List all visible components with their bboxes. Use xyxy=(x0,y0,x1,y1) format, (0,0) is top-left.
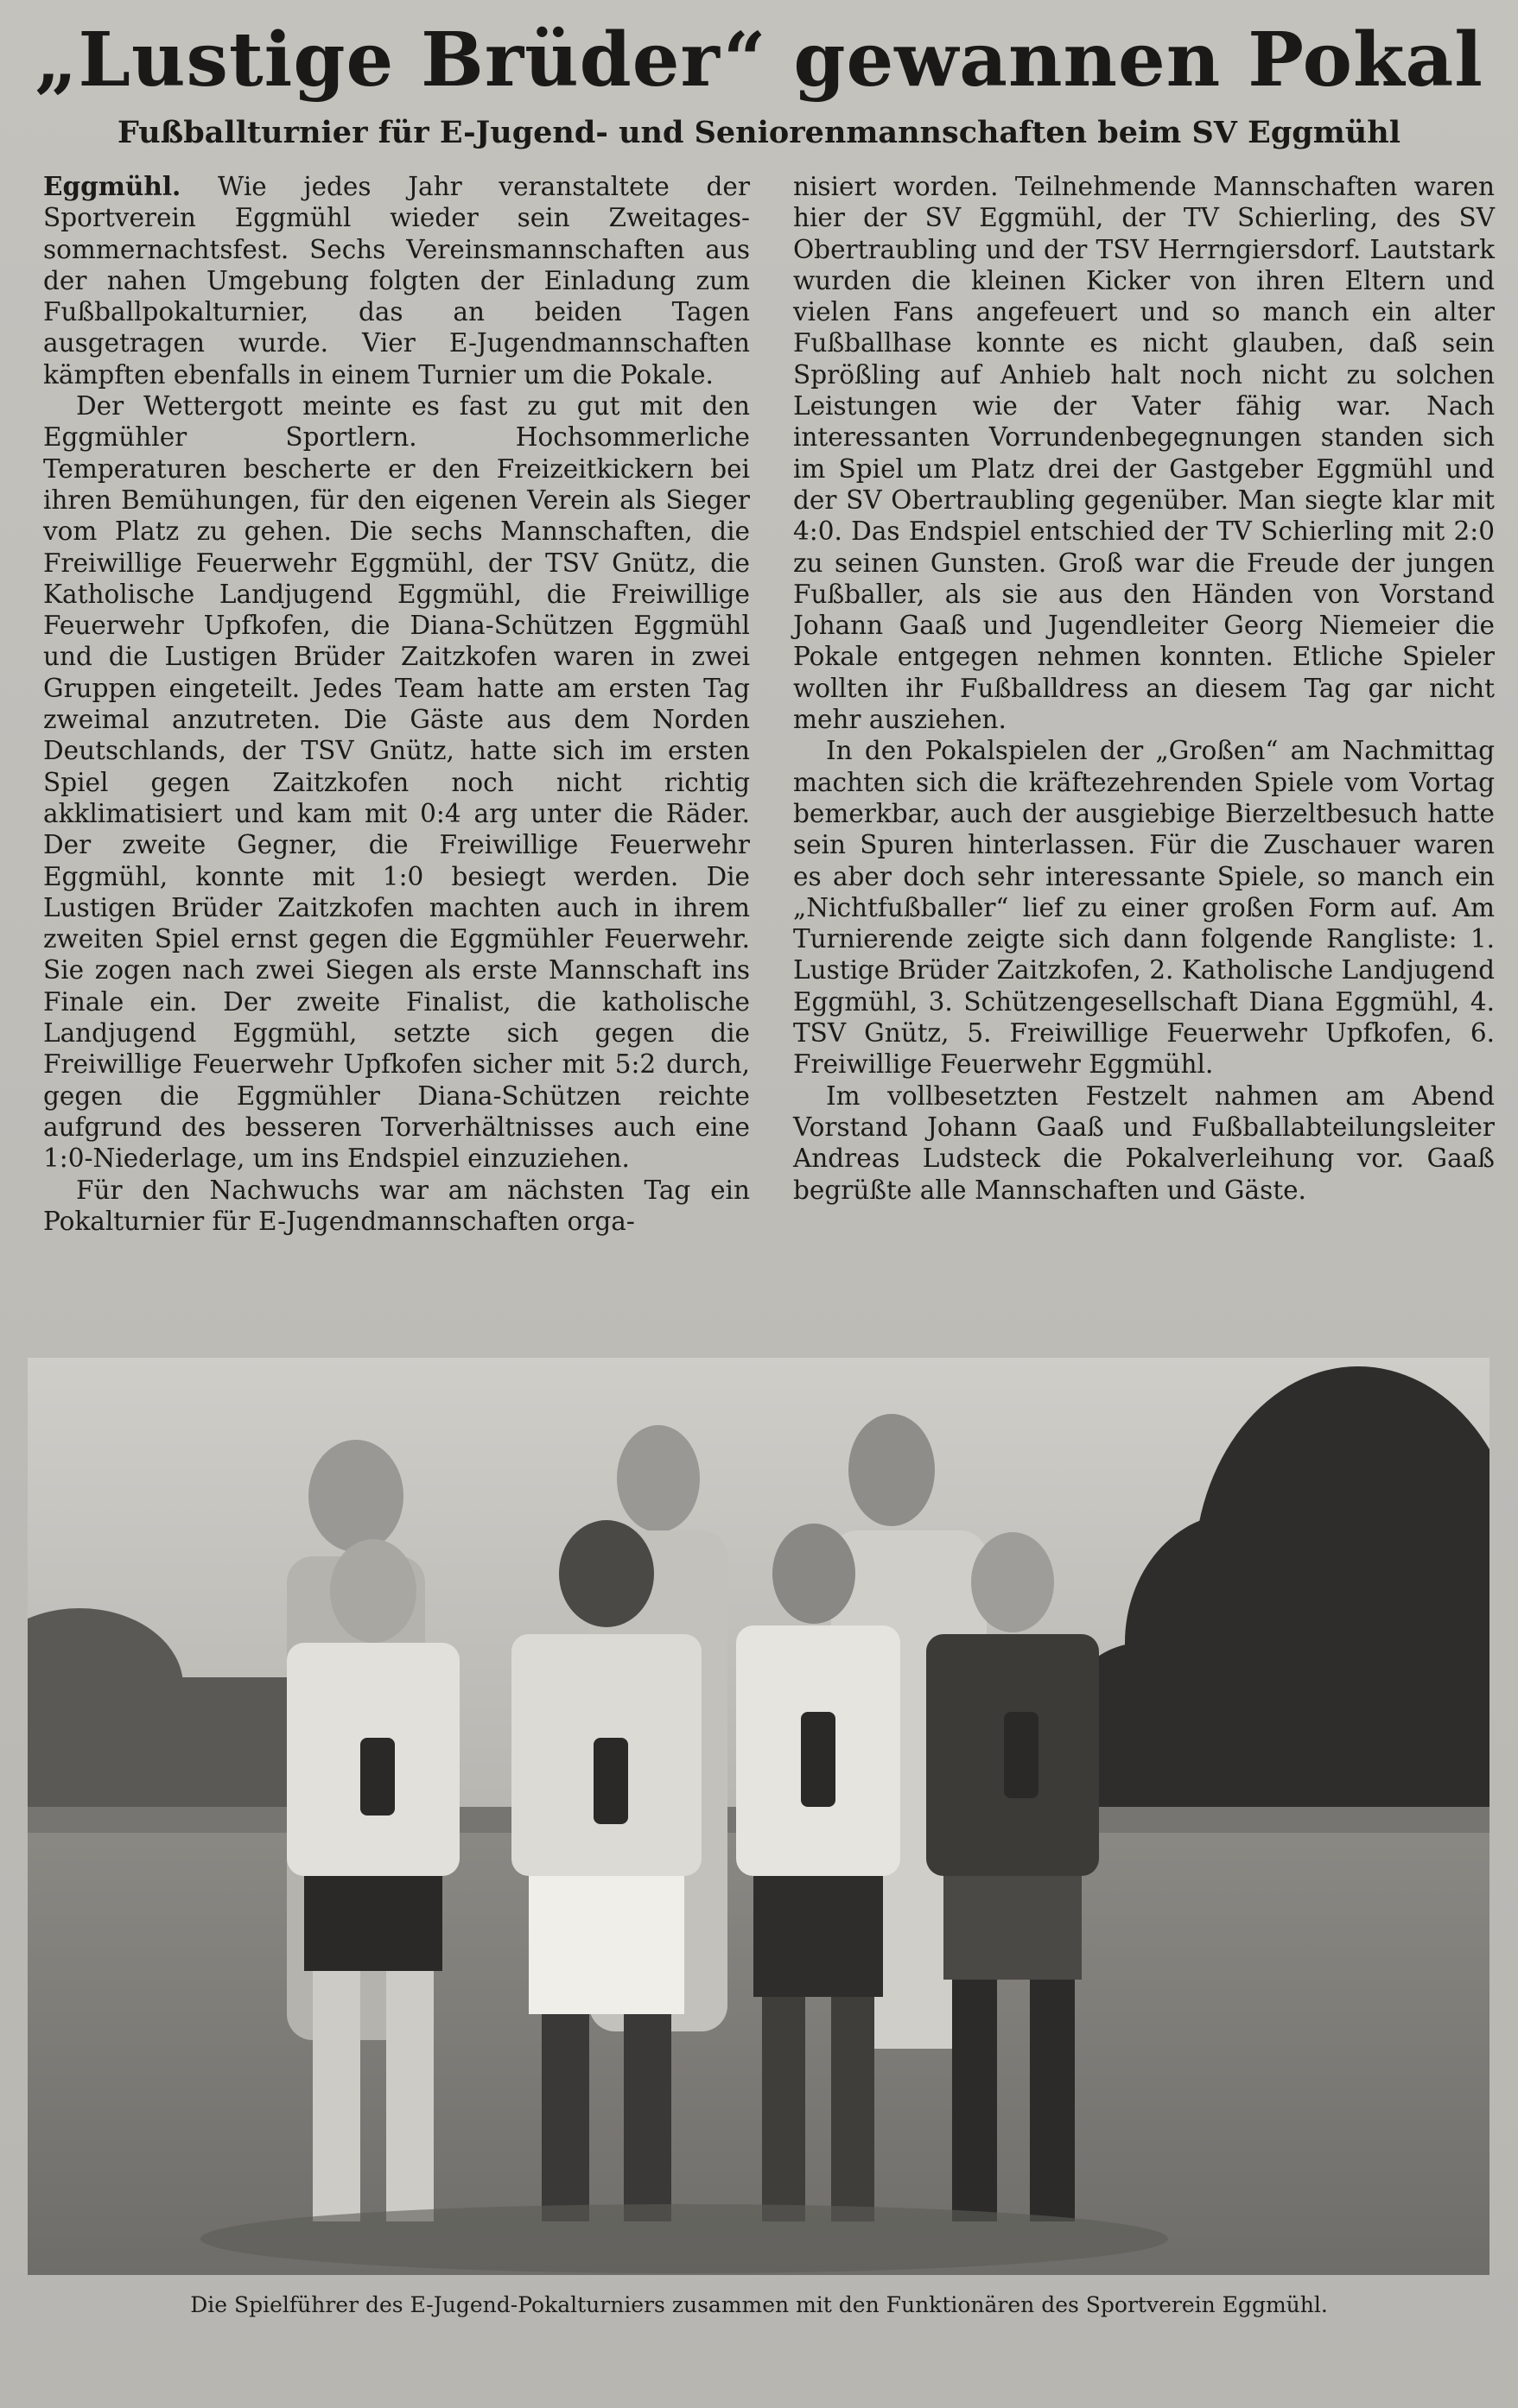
headline: „Lustige Brüder“ gewannen Pokal xyxy=(35,16,1483,104)
paragraph-6: Im vollbesetzten Festzelt nahmen am Abend Vorstand Johann Gaaß und Fußballabteilungsleiter Andreas Ludsteck die Pokalverleihung vor. Gaaß begrüßte alle Mannschaften und Gäste. xyxy=(793,1080,1495,1205)
paragraph-1 xyxy=(43,171,750,390)
dateline: Eggmühl. xyxy=(43,171,181,201)
paragraph-4: nisiert worden. Teilnehmende Mannschaften waren hier der SV Eggmühl, der TV Schierling, des SV Obertraubling und der TSV Herrngiersdorf. Lautstark wurden die kleinen Kicker von ihren Eltern und vielen Fans angefeuert und so manch ein alter Fußballhase konnte es nicht glauben, daß sein Sprößling auf Anhieb halt noch nicht zu solchen Leistungen wie der Vater fähig war. Nach interessanten Vorrundenbegegnungen standen sich im Spiel um Platz drei der Gastgeber Eggmühl und der SV Obertraubling gegenüber. Man siegte klar mit 4:0. Das Endspiel entschied der TV Schierling mit 2:0 zu seinen Gunsten. Groß war die Freude der jungen Fußballer, als sie aus den Händen von Vorstand Johann Gaaß und Jugendleiter Georg Niemeier die Pokale entgegen nehmen konnten. Etliche Spieler wollten ihr Fußballdress an diesem Tag gar nicht mehr ausziehen. xyxy=(793,172,1495,735)
photo-caption: Die Spielführer des E-Jugend-Pokalturniers zusammen mit den Funktionären des Sportverein Eggmühl. xyxy=(190,2292,1328,2317)
article-column-left xyxy=(43,171,750,1237)
team-photo xyxy=(28,1358,1489,2275)
paragraph-2: Der Wettergott meinte es fast zu gut mit den Eggmühler Sportlern. Hochsommerliche Temperaturen bescherte er den Freizeitkickern bei ihren Bemühungen, für den eigenen Verein als Sieger vom Platz zu gehen. Die sechs Mannschaften, die Freiwillige Feuerwehr Eggmühl, der TSV Gnütz, die Katholische Landjugend Eggmühl, die Freiwillige Feuerwehr Upfkofen, die Diana-Schützen Eggmühl und die Lustigen Brüder Zaitzkofen waren in zwei Gruppen eingeteilt. Jedes Team hatte am ersten Tag zweimal anzutreten. Die Gäste aus dem Norden Deutschlands, der TSV Gnütz, hatte sich im ersten Spiel gegen Zaitzkofen noch nicht richtig akklimatisiert und kam mit 0:4 arg unter die Räder. Der zweite Gegner, die Freiwillige Feuerwehr Eggmühl, konnte mit 1:0 besiegt werden. Die Lustigen Brüder Zaitzkofen machten auch in ihrem zweiten Spiel ernst gegen die Eggmühler Feuerwehr. Sie zogen nach zwei Siegen als erste Mannschaft ins Finale ein. Der zweite Finalist, die katholische Landjugend Eggmühl, setzte sich gegen die Freiwillige Feuerwehr Upfkofen sicher mit 5:2 durch, gegen die Eggmühler Diana-Schützen reichte aufgrund des besseren Torverhältnisses auch eine 1:0-Niederlage, um ins Endspiel einzuziehen. xyxy=(43,391,750,1174)
paragraph-1-text: Wie jedes Jahr veranstaltete der Sportverein Eggmühl wieder sein Zweitages-sommernachtsfest. Sechs Vereinsmannschaften aus der nahen Umgebung folgten der Einladung zum Fußballpokalturnier, das an beiden Tagen ausgetragen wurde. Vier E-Jugendmannschaften kämpften ebenfalls in einem Turnier um die Pokale. xyxy=(43,172,750,390)
team-photo-illustration xyxy=(28,1358,1489,2275)
paragraph-3: Für den Nachwuchs war am nächsten Tag ein Pokalturnier für E-Jugendmannschaften orga- xyxy=(43,1175,750,1236)
subheadline: Fußballturnier für E-Jugend- und Seniorenmannschaften beim SV Eggmühl xyxy=(118,115,1400,150)
paragraph-5: In den Pokalspielen der „Großen“ am Nachmittag machten sich die kräftezehrenden Spiele vom Vortag bemerkbar, auch der ausgiebige Bierzeltbesuch hatte sein Spuren hinterlassen. Für die Zuschauer waren es aber doch sehr interessante Spiele, so manch ein „Nichtfußballer“ lief zu einer großen Form auf. Am Turnierende zeigte sich dann folgende Rangliste: 1. Lustige Brüder Zaitzkofen, 2. Katholische Landjugend Eggmühl, 3. Schützengesellschaft Diana Eggmühl, 4. TSV Gnütz, 5. Freiwillige Feuerwehr Upfkofen, 6. Freiwillige Feuerwehr Eggmühl. xyxy=(793,736,1495,1080)
article-column-right xyxy=(793,171,1495,1206)
